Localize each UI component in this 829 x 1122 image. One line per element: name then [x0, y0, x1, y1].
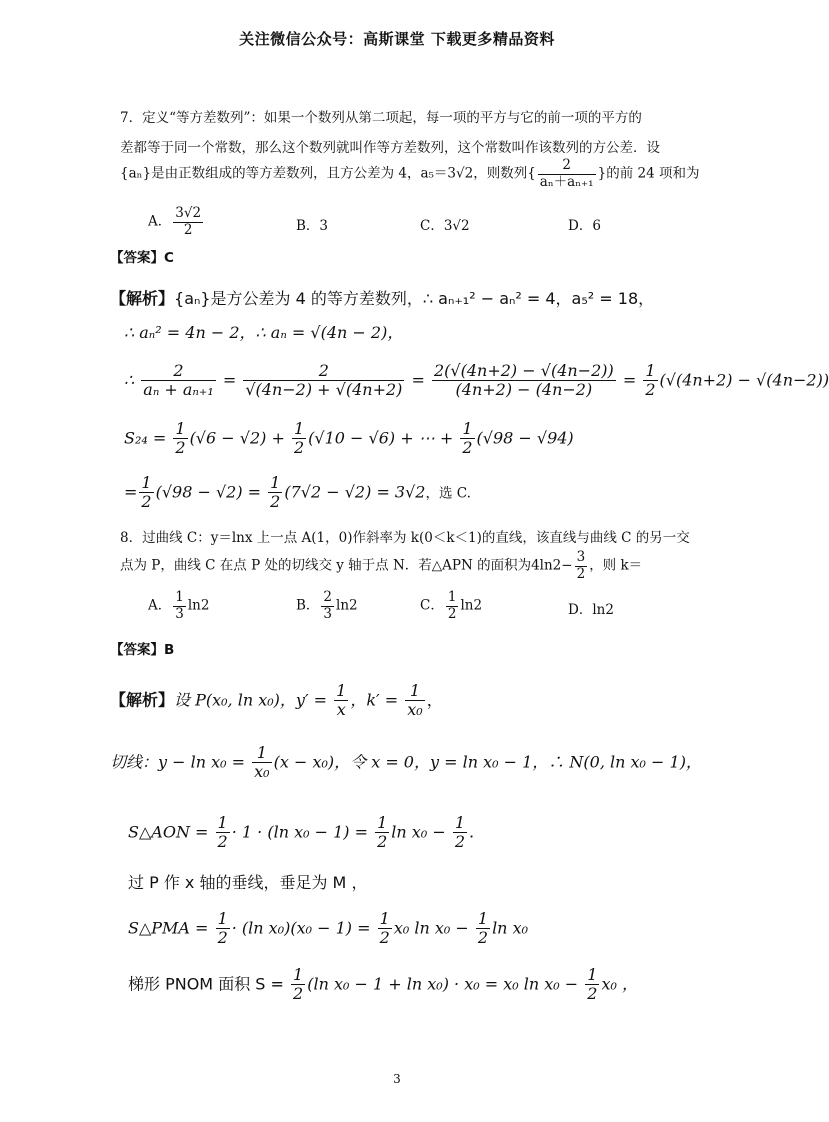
- q8-sol1: [110, 682, 443, 720]
- page-header: 关注微信公众号：高斯课堂 下载更多精品资料: [239, 30, 555, 48]
- q7-sol3-frac4-den: 2: [645, 380, 656, 400]
- q7-seq-frac-num: 2: [538, 158, 596, 175]
- q8-choice-a-label: A．: [148, 597, 172, 614]
- q7-choice-d: D．6: [568, 218, 601, 234]
- q8-sol3-c: ln x₀ −: [391, 822, 446, 842]
- q7-sol4-half3-num: 1: [462, 419, 473, 438]
- q8-sol3-a: S△AON =: [128, 822, 209, 842]
- q8-sol6-half2-num: 1: [587, 965, 598, 984]
- q7-sol4-half2: [292, 420, 306, 458]
- q8-sol2-b: (x − x₀)，令 x = 0，y = ln x₀ − 1，∴ N(0, ln x₀ − 1)，: [273, 752, 702, 772]
- q7-line2: 差都等于同一个常数，那么这个数列就叫作等方差数列，这个常数叫作该数列的方公差．设: [120, 140, 660, 156]
- q8-sol5-half2-den: 2: [379, 928, 390, 948]
- q7-answer: 【答案】C: [110, 250, 174, 266]
- q8-sol3-half2: [375, 814, 389, 852]
- q7-choice-c: C．3√2: [420, 218, 470, 234]
- q7-sol3-frac1: [141, 362, 215, 400]
- q8-sol5-half3-num: 1: [477, 909, 489, 928]
- q7-sol3-tail: (√(4n+2) − √(4n−2)): [659, 370, 829, 390]
- q7-sol5-t2: (7√2 − √2) = 3√2: [284, 482, 426, 502]
- q8-sol2-den: x₀: [254, 762, 270, 782]
- q8-sol6-half2: [585, 966, 599, 1004]
- q7-sol4-half1-num: 1: [175, 419, 186, 438]
- q7-sol4-t1: (√6 − √2) +: [189, 428, 285, 448]
- q8-choice-b-num: 2: [323, 589, 333, 605]
- q8-line2-b: ，则 k＝: [589, 557, 643, 574]
- q8-choice-b-tail: ln2: [336, 597, 358, 614]
- q8-sol6-half1-den: 2: [293, 984, 304, 1004]
- q7-sol5-half1: [139, 474, 153, 512]
- q8-choice-a-frac: [173, 590, 186, 622]
- q8-sol3: [128, 814, 474, 852]
- q8-choice-b: [296, 590, 358, 622]
- q8-sol6-half2-den: 2: [587, 984, 598, 1004]
- q7-sol3-frac1-den: aₙ + aₙ₊₁: [143, 380, 214, 400]
- page-number: 3: [393, 1072, 401, 1086]
- q7-sol2: ∴ aₙ² = 4n − 2，∴ aₙ = √(4n − 2)，: [124, 323, 404, 342]
- q7-sol5-end: ，选 C.: [425, 485, 471, 502]
- q8-sol4: 过 P 作 x 轴的垂线，垂足为 M ，: [128, 873, 368, 892]
- q7-sol3-frac4: [643, 362, 657, 400]
- q7-sol4-half3-den: 2: [462, 438, 473, 458]
- q8-sol5-half3: [476, 910, 490, 948]
- q8-line2-frac: [575, 550, 588, 582]
- q8-sol5-b: · (ln x₀)(x₀ − 1) =: [231, 918, 371, 938]
- q8-sol5-half2: [378, 910, 392, 948]
- q7-choice-a-num: 3√2: [175, 205, 202, 221]
- q7-sol5: = $\frac{1}{2}$ (√98 − √2) = $\frac{1}{2}$ (7√2 − √2) = 3√2，选 C.: [124, 473, 471, 512]
- q7-choice-a-label: A．: [148, 213, 172, 230]
- q7-sol-label: 【解析】: [110, 289, 175, 308]
- q8-choice-c-den: 2: [447, 605, 457, 622]
- q8-sol2-a: 切线：y − ln x₀ =: [110, 752, 246, 772]
- q8-choice-c-frac: [446, 590, 459, 622]
- q7-line3-a: {aₙ}是由正数组成的等方差数列，且方公差为 4，a₅＝3√2，则数列{: [120, 165, 536, 182]
- q7-line3: [120, 158, 699, 190]
- q7-sol3-frac3-num: 2(√(4n+2) − √(4n−2)): [434, 361, 614, 380]
- q7-sol4-half1: [173, 420, 187, 458]
- q8-choice-b-label: B．: [296, 597, 320, 614]
- q8-sol5-half1-num: 1: [217, 909, 228, 928]
- q8-sol3-half1-den: 2: [217, 832, 228, 852]
- q8-sol1-c: ，: [426, 690, 443, 710]
- q7-sol5-half1-den: 2: [141, 492, 152, 512]
- q8-choice-d: D．ln2: [568, 602, 614, 618]
- q7-seq-frac-den: aₙ＋aₙ₊₁: [539, 173, 594, 190]
- q7-sol3-lead: ∴: [124, 370, 135, 390]
- q8-sol3-half2-den: 2: [377, 832, 388, 852]
- q8-sol6-half1-num: 1: [293, 965, 304, 984]
- q8-sol1-frac2-den: x₀: [407, 700, 423, 720]
- q8-choice-c-tail: ln2: [460, 597, 483, 614]
- q7-line3-b: }的前 24 项和为: [597, 165, 700, 182]
- q8-sol5-a: S△PMA =: [128, 918, 209, 938]
- q7-sol4: [124, 420, 574, 458]
- q7-sol3: ∴ $\frac{2}{\text{aₙ + aₙ₊₁}}$ = $\frac{2}{√(4n-2) + √(4n+2)}$ = $\frac{2(√(4n+2) - √(4n-2))}{(4n+2) - (4n-2)}$ = $\frac{1}{2}$ (√(4n+2) − √(4n−2)): [124, 361, 829, 400]
- q8-sol1-b: ，k′ =: [350, 690, 399, 710]
- q8-sol5-c: x₀ ln x₀ −: [393, 918, 469, 938]
- q7-sol1: [110, 286, 654, 309]
- q7-sol4-lead: S₂₄ =: [124, 428, 167, 448]
- q8-sol5-half3-den: 2: [477, 928, 489, 948]
- q8-choice-a: [148, 590, 209, 622]
- q8-sol3-half3-den: 2: [454, 832, 466, 852]
- q7-sol3-frac4-num: 1: [645, 361, 656, 380]
- q7-sol4-t2: (√10 − √6) + ⋯ +: [308, 428, 454, 448]
- q8-sol6-half1: [291, 966, 305, 1004]
- q8-choice-b-den: 3: [323, 605, 333, 622]
- q8-choice-a-den: 3: [175, 605, 184, 622]
- q8-choice-a-tail: ln2: [187, 597, 210, 614]
- q8-sol3-half3-num: 1: [454, 813, 466, 832]
- q8-sol1-frac1-num: 1: [336, 681, 347, 700]
- q8-sol3-d: .: [469, 822, 475, 842]
- q7-line1: 7．定义“等方差数列”：如果一个数列从第二项起，每一项的平方与它的前一项的平方的: [120, 110, 642, 126]
- q7-sol3-frac3-den: (4n+2) − (4n−2): [455, 380, 593, 400]
- q8-sol6-b: (ln x₀ − 1 + ln x₀) · x₀ = x₀ ln x₀ −: [307, 974, 579, 994]
- q8-sol1-a: 设 P(x₀, ln x₀)，y′ =: [174, 690, 328, 710]
- q8-sol1-frac1-den: x: [336, 700, 346, 720]
- q7-sol3-frac3: [432, 362, 616, 400]
- q7-choice-a: [148, 206, 205, 238]
- q8-line2: [120, 550, 642, 582]
- q7-choice-b: B．3: [296, 218, 329, 234]
- q8-sol3-half1: [216, 814, 230, 852]
- q8-sol5: [128, 910, 528, 948]
- q8-sol2-frac: [252, 744, 271, 782]
- q8-choice-b-frac: [321, 590, 334, 622]
- q7-sol1-text: {aₙ}是方公差为 4 的等方差数列，∴ aₙ₊₁² − aₙ² = 4，a₅² = 18，: [174, 289, 655, 308]
- q7-sol3-frac2-num: 2: [243, 362, 404, 381]
- q8-sol5-half1: [216, 910, 230, 948]
- q8-line2-a: 点为 P，曲线 C 在点 P 处的切线交 y 轴于点 N．若△APN 的面积为4ln2−: [120, 557, 573, 574]
- q8-line2-num: 3: [576, 549, 586, 565]
- q7-choice-a-den: 2: [183, 221, 193, 238]
- q7-sol3-frac1-num: 2: [141, 362, 215, 381]
- q7-sol3-frac2-den: √(4n−2) + √(4n+2): [245, 380, 403, 400]
- q7-choice-a-frac: [173, 206, 203, 238]
- q7-sol5-half2: [268, 474, 282, 512]
- q7-sol5-half1-num: 1: [141, 473, 152, 492]
- q8-sol6-a: 梯形 PNOM 面积 S =: [128, 974, 284, 994]
- q7-sol5-half2-den: 2: [270, 492, 281, 512]
- q8-choice-c: [420, 590, 482, 622]
- q8-sol5-d: ln x₀: [492, 918, 529, 938]
- q8-line1: 8．过曲线 C：y＝lnx 上一点 A(1，0)作斜率为 k(0＜k＜1)的直线，该直线与曲线 C 的另一交: [120, 530, 690, 546]
- q8-sol3-half1-num: 1: [217, 813, 228, 832]
- q7-sol4-half2-den: 2: [293, 438, 305, 458]
- q7-sol4-half2-num: 1: [293, 419, 305, 438]
- q8-sol3-half2-num: 1: [377, 813, 388, 832]
- q8-sol2-num: 1: [252, 744, 271, 763]
- q8-sol2: [110, 744, 702, 782]
- q8-sol1-frac1: [334, 682, 348, 720]
- q7-sol4-t3: (√98 − √94): [476, 428, 574, 448]
- q7-sol5-half2-num: 1: [270, 473, 281, 492]
- q7-seq-fraction: [538, 158, 596, 190]
- q8-sol3-b: · 1 · (ln x₀ − 1) =: [231, 822, 369, 842]
- q8-sol1-frac2: [405, 682, 424, 720]
- q8-choice-c-label: C．: [420, 597, 444, 614]
- q8-sol6-c: x₀ ，: [601, 974, 638, 994]
- q7-sol4-half3: [460, 420, 474, 458]
- q8-sol-label: 【解析】: [110, 690, 175, 710]
- q8-choice-a-num: 1: [175, 589, 184, 605]
- q7-sol5-t1: (√98 − √2) =: [155, 482, 262, 502]
- q8-sol3-half3: [453, 814, 467, 852]
- q8-sol1-frac2-num: 1: [405, 682, 424, 701]
- q7-sol4-half1-den: 2: [175, 438, 186, 458]
- q8-line2-den: 2: [576, 565, 586, 582]
- q8-answer: 【答案】B: [110, 642, 175, 658]
- q8-sol6: [128, 966, 638, 1004]
- q8-sol5-half2-num: 1: [379, 909, 390, 928]
- q8-sol5-half1-den: 2: [217, 928, 228, 948]
- q8-choice-c-num: 1: [447, 589, 457, 605]
- q7-sol3-frac2: [243, 362, 404, 400]
